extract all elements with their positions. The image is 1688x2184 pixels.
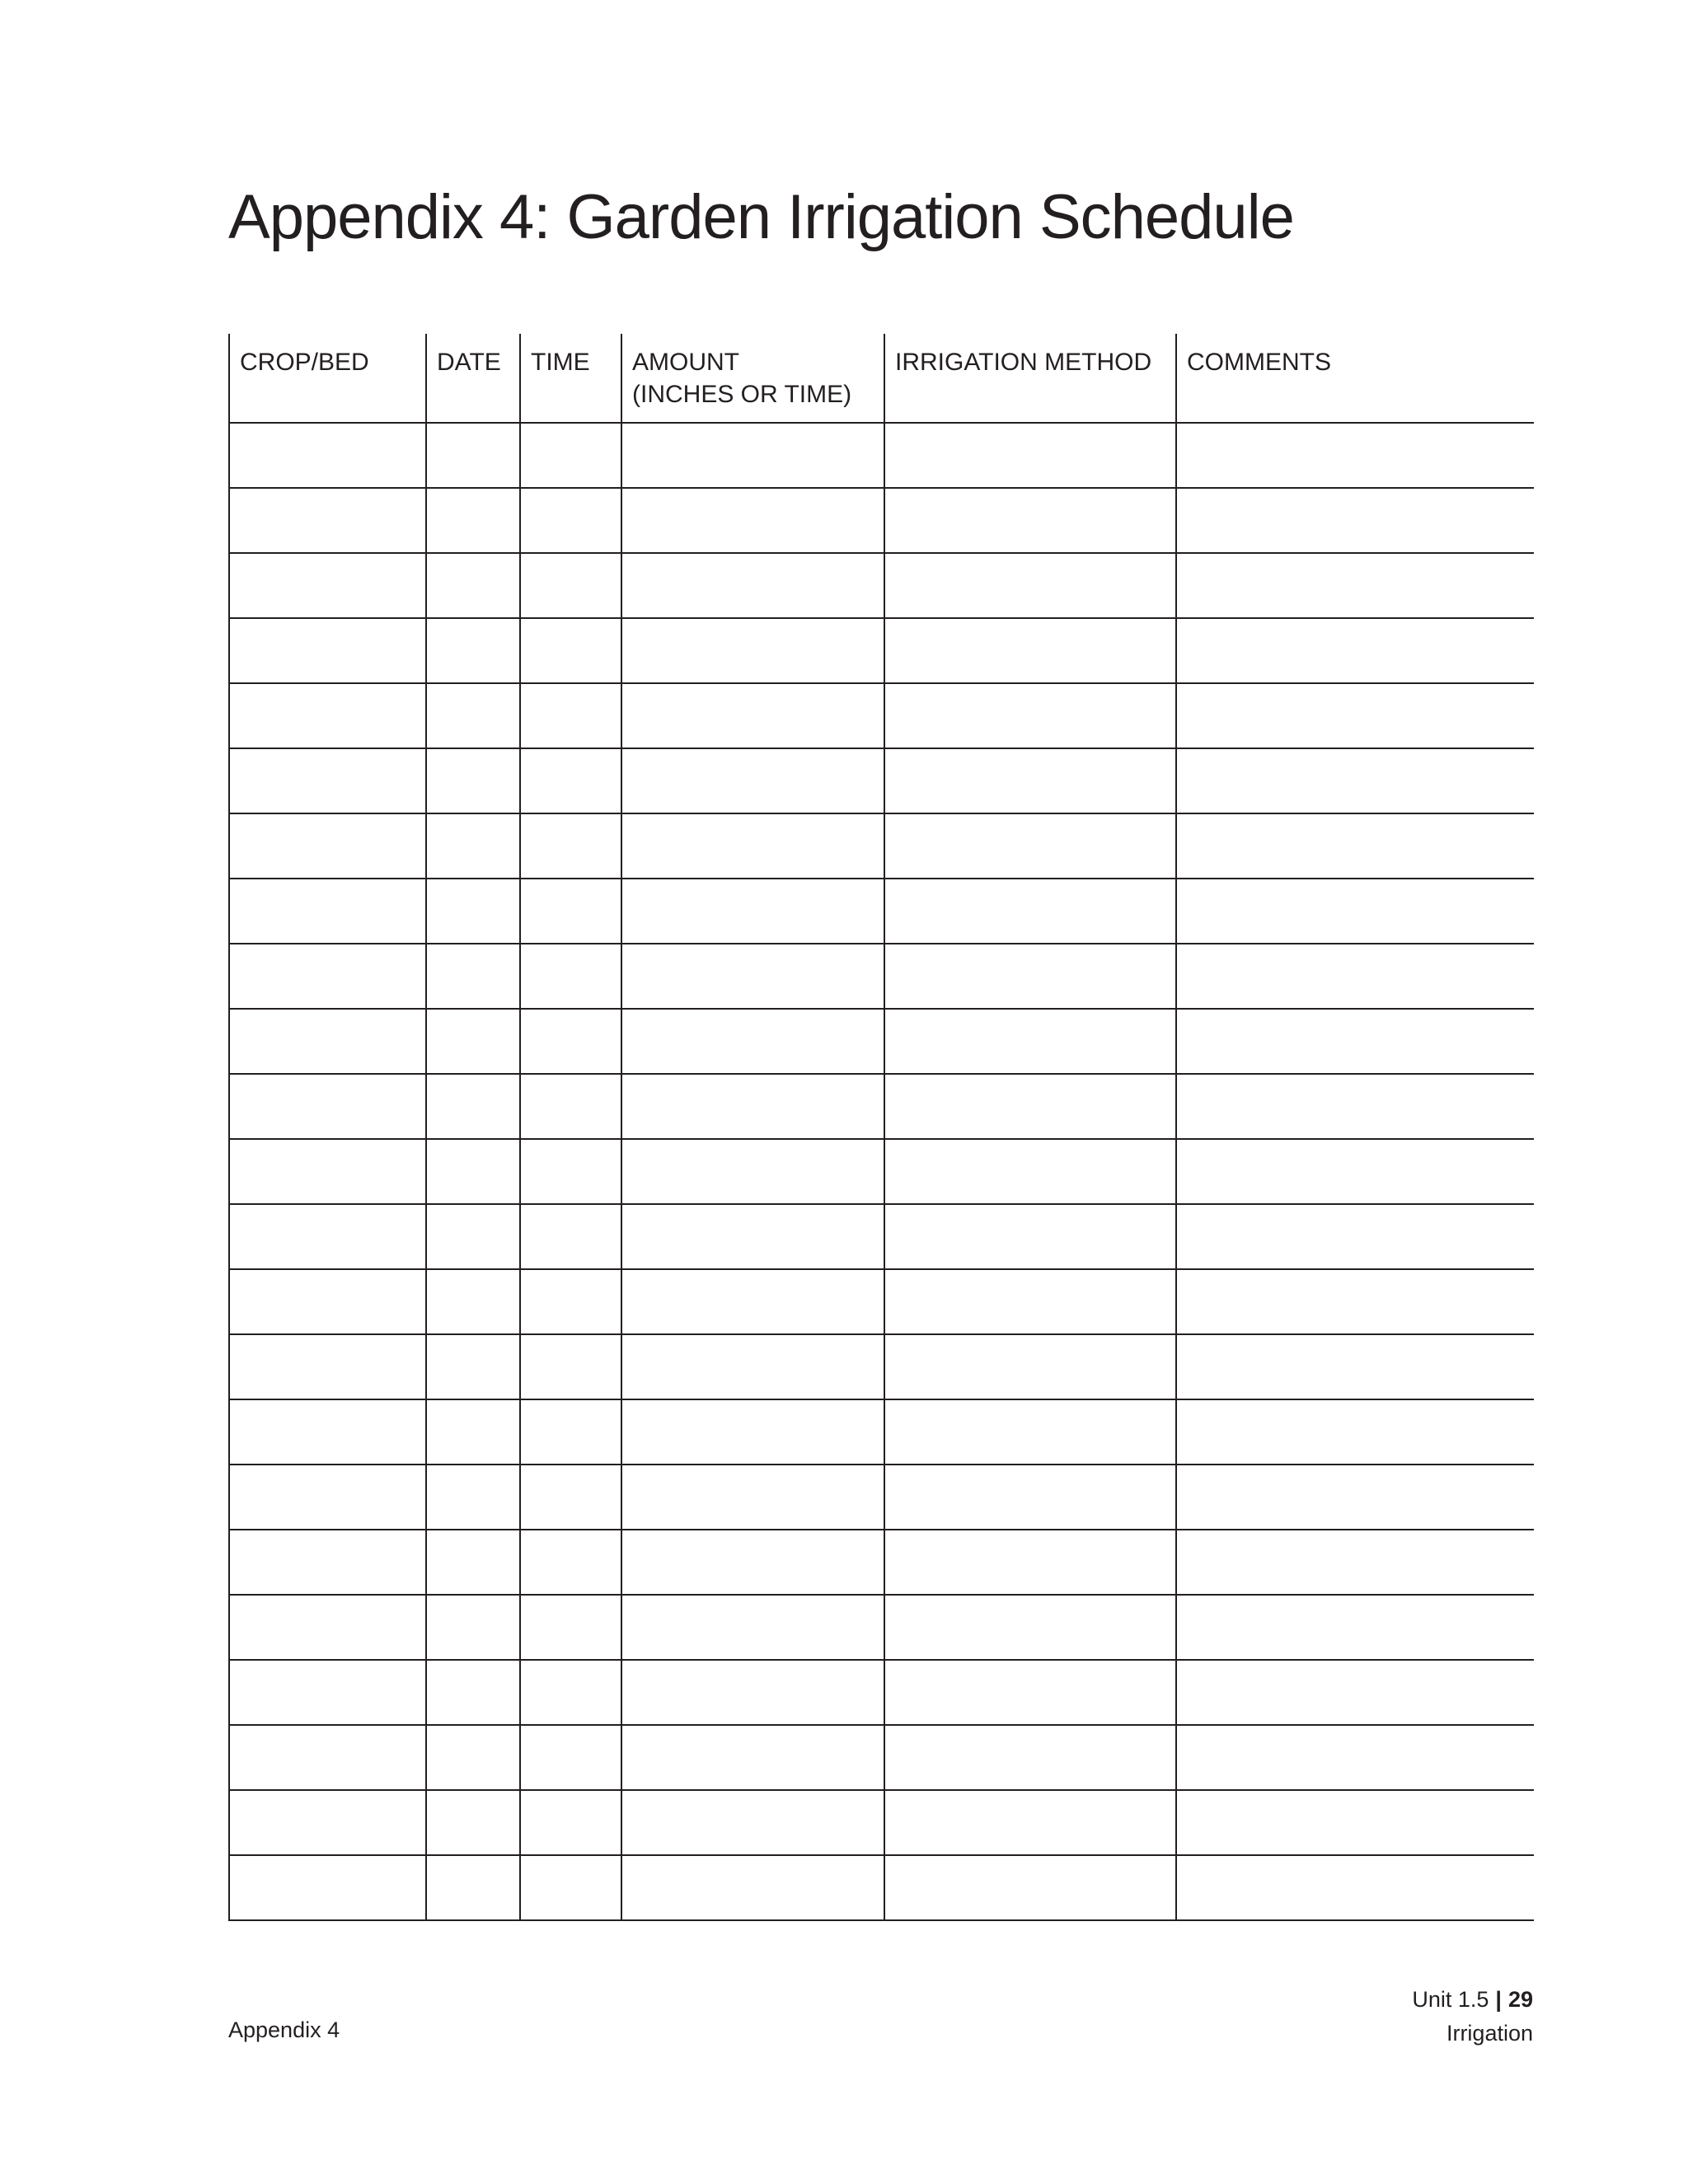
cell-crop-bed[interactable]: [229, 553, 426, 618]
cell-amount[interactable]: [621, 1595, 884, 1660]
table-row: [229, 813, 1534, 879]
header-date-label: DATE: [437, 349, 501, 376]
cell-comments[interactable]: [1176, 1660, 1534, 1725]
table-row: [229, 1595, 1534, 1660]
cell-crop-bed[interactable]: [229, 1855, 426, 1920]
table-row: [229, 1465, 1534, 1530]
cell-crop-bed[interactable]: [229, 944, 426, 1009]
cell-crop-bed[interactable]: [229, 1530, 426, 1595]
cell-date[interactable]: [426, 553, 520, 618]
cell-amount[interactable]: [621, 618, 884, 683]
page-number: 29: [1507, 1987, 1533, 2012]
header-irrigation-method: [884, 334, 1176, 423]
cell-crop-bed[interactable]: [229, 1204, 426, 1269]
cell-date[interactable]: [426, 879, 520, 944]
cell-date[interactable]: [426, 813, 520, 879]
cell-irrigation-method[interactable]: [884, 1204, 1176, 1269]
cell-date[interactable]: [426, 683, 520, 748]
cell-amount[interactable]: [621, 423, 884, 488]
table-row: [229, 1009, 1534, 1074]
cell-crop-bed[interactable]: [229, 1595, 426, 1660]
cell-amount[interactable]: [621, 944, 884, 1009]
cell-amount[interactable]: [621, 813, 884, 879]
footer-unit: Unit 1.5: [1412, 1987, 1489, 2012]
footer-section: Irrigation: [1446, 2021, 1533, 2046]
cell-irrigation-method[interactable]: [884, 1334, 1176, 1399]
cell-comments[interactable]: [1176, 423, 1534, 488]
cell-time[interactable]: [520, 488, 621, 553]
cell-date[interactable]: [426, 1855, 520, 1920]
table-row: [229, 1139, 1534, 1204]
cell-amount[interactable]: [621, 1465, 884, 1530]
cell-irrigation-method[interactable]: [884, 1725, 1176, 1790]
cell-crop-bed[interactable]: [229, 1399, 426, 1465]
cell-crop-bed[interactable]: [229, 1725, 426, 1790]
table-row: [229, 879, 1534, 944]
cell-irrigation-method[interactable]: [884, 1139, 1176, 1204]
cell-comments[interactable]: [1176, 1399, 1534, 1465]
cell-irrigation-method[interactable]: [884, 813, 1176, 879]
cell-crop-bed[interactable]: [229, 1074, 426, 1139]
cell-amount[interactable]: [621, 683, 884, 748]
cell-amount[interactable]: [621, 1074, 884, 1139]
cell-irrigation-method[interactable]: [884, 553, 1176, 618]
table-row: [229, 1725, 1534, 1790]
footer-unit-info: [1412, 1983, 1533, 2050]
cell-crop-bed[interactable]: [229, 748, 426, 813]
cell-amount[interactable]: [621, 748, 884, 813]
cell-irrigation-method[interactable]: [884, 618, 1176, 683]
cell-amount[interactable]: [621, 1725, 884, 1790]
cell-crop-bed[interactable]: [229, 683, 426, 748]
cell-time[interactable]: [520, 813, 621, 879]
footer-separator: |: [1495, 1987, 1502, 2012]
cell-crop-bed[interactable]: [229, 1009, 426, 1074]
table-row: [229, 1399, 1534, 1465]
cell-crop-bed[interactable]: [229, 1139, 426, 1204]
cell-date[interactable]: [426, 1465, 520, 1530]
cell-comments[interactable]: [1176, 944, 1534, 1009]
table-row: [229, 1204, 1534, 1269]
cell-time[interactable]: [520, 1725, 621, 1790]
cell-amount[interactable]: [621, 1660, 884, 1725]
cell-comments[interactable]: [1176, 879, 1534, 944]
cell-irrigation-method[interactable]: [884, 1074, 1176, 1139]
cell-time[interactable]: [520, 683, 621, 748]
cell-crop-bed[interactable]: [229, 813, 426, 879]
cell-amount[interactable]: [621, 1334, 884, 1399]
cell-time[interactable]: [520, 879, 621, 944]
cell-date[interactable]: [426, 1660, 520, 1725]
cell-crop-bed[interactable]: [229, 1269, 426, 1334]
table-row: [229, 1790, 1534, 1855]
header-amount: [621, 334, 884, 423]
cell-time[interactable]: [520, 944, 621, 1009]
table-row: [229, 1074, 1534, 1139]
cell-time[interactable]: [520, 1269, 621, 1334]
cell-amount[interactable]: [621, 488, 884, 553]
footer-unit-line: [1412, 1983, 1533, 2017]
cell-amount[interactable]: [621, 1139, 884, 1204]
header-irrigation-method-label: IRRIGATION METHOD: [895, 349, 1152, 376]
cell-comments[interactable]: [1176, 1269, 1534, 1334]
cell-date[interactable]: [426, 944, 520, 1009]
cell-comments[interactable]: [1176, 1855, 1534, 1920]
table-row: [229, 423, 1534, 488]
cell-comments[interactable]: [1176, 683, 1534, 748]
cell-time[interactable]: [520, 1139, 621, 1204]
cell-time[interactable]: [520, 1204, 621, 1269]
cell-amount[interactable]: [621, 1530, 884, 1595]
cell-date[interactable]: [426, 1725, 520, 1790]
cell-time[interactable]: [520, 1790, 621, 1855]
page-title: Appendix 4: Garden Irrigation Schedule: [228, 182, 1294, 252]
cell-date[interactable]: [426, 1334, 520, 1399]
cell-comments[interactable]: [1176, 1334, 1534, 1399]
cell-time[interactable]: [520, 423, 621, 488]
cell-date[interactable]: [426, 1204, 520, 1269]
cell-time[interactable]: [520, 1660, 621, 1725]
cell-date[interactable]: [426, 1399, 520, 1465]
cell-time[interactable]: [520, 1074, 621, 1139]
table-row: [229, 1530, 1534, 1595]
cell-date[interactable]: [426, 1530, 520, 1595]
cell-crop-bed[interactable]: [229, 1790, 426, 1855]
cell-time[interactable]: [520, 748, 621, 813]
table-row: [229, 1855, 1534, 1920]
cell-time[interactable]: [520, 1530, 621, 1595]
cell-comments[interactable]: [1176, 813, 1534, 879]
cell-time[interactable]: [520, 1334, 621, 1399]
cell-date[interactable]: [426, 1139, 520, 1204]
header-time: [520, 334, 621, 423]
cell-date[interactable]: [426, 423, 520, 488]
cell-time[interactable]: [520, 553, 621, 618]
cell-irrigation-method[interactable]: [884, 423, 1176, 488]
cell-irrigation-method[interactable]: [884, 683, 1176, 748]
cell-comments[interactable]: [1176, 1009, 1534, 1074]
cell-comments[interactable]: [1176, 1204, 1534, 1269]
cell-amount[interactable]: [621, 1855, 884, 1920]
header-date: [426, 334, 520, 423]
cell-irrigation-method[interactable]: [884, 1790, 1176, 1855]
cell-irrigation-method[interactable]: [884, 1660, 1176, 1725]
cell-comments[interactable]: [1176, 1465, 1534, 1530]
table-row: [229, 488, 1534, 553]
cell-crop-bed[interactable]: [229, 488, 426, 553]
cell-amount[interactable]: [621, 1399, 884, 1465]
table-row: [229, 1334, 1534, 1399]
cell-irrigation-method[interactable]: [884, 944, 1176, 1009]
header-comments-label: COMMENTS: [1187, 349, 1331, 376]
cell-comments[interactable]: [1176, 748, 1534, 813]
table-body: [229, 423, 1534, 1920]
cell-time[interactable]: [520, 1009, 621, 1074]
cell-amount[interactable]: [621, 879, 884, 944]
cell-irrigation-method[interactable]: [884, 1595, 1176, 1660]
cell-irrigation-method[interactable]: [884, 1399, 1176, 1465]
table-header-row: [229, 334, 1534, 423]
table-row: [229, 1269, 1534, 1334]
cell-comments[interactable]: [1176, 553, 1534, 618]
header-comments: [1176, 334, 1534, 423]
cell-date[interactable]: [426, 1009, 520, 1074]
cell-crop-bed[interactable]: [229, 1334, 426, 1399]
cell-date[interactable]: [426, 1074, 520, 1139]
cell-irrigation-method[interactable]: [884, 1855, 1176, 1920]
table-row: [229, 683, 1534, 748]
cell-amount[interactable]: [621, 553, 884, 618]
cell-comments[interactable]: [1176, 1725, 1534, 1790]
table-row: [229, 748, 1534, 813]
cell-irrigation-method[interactable]: [884, 1530, 1176, 1595]
cell-comments[interactable]: [1176, 1595, 1534, 1660]
cell-comments[interactable]: [1176, 618, 1534, 683]
header-amount-label: AMOUNT: [632, 349, 739, 376]
table-row: [229, 1660, 1534, 1725]
table-row: [229, 618, 1534, 683]
cell-amount[interactable]: [621, 1269, 884, 1334]
cell-irrigation-method[interactable]: [884, 748, 1176, 813]
cell-date[interactable]: [426, 488, 520, 553]
cell-amount[interactable]: [621, 1009, 884, 1074]
header-crop-bed-label: CROP/BED: [240, 349, 369, 376]
cell-amount[interactable]: [621, 1790, 884, 1855]
table-row: [229, 944, 1534, 1009]
header-time-label: TIME: [531, 349, 590, 376]
cell-comments[interactable]: [1176, 488, 1534, 553]
cell-comments[interactable]: [1176, 1074, 1534, 1139]
cell-date[interactable]: [426, 618, 520, 683]
cell-time[interactable]: [520, 1855, 621, 1920]
cell-irrigation-method[interactable]: [884, 879, 1176, 944]
cell-crop-bed[interactable]: [229, 618, 426, 683]
cell-comments[interactable]: [1176, 1790, 1534, 1855]
cell-amount[interactable]: [621, 1204, 884, 1269]
cell-crop-bed[interactable]: [229, 879, 426, 944]
cell-irrigation-method[interactable]: [884, 1269, 1176, 1334]
footer-appendix-label: Appendix 4: [228, 2018, 340, 2042]
cell-date[interactable]: [426, 1595, 520, 1660]
header-amount-sublabel: (INCHES OR TIME): [632, 381, 852, 408]
irrigation-schedule-table: [228, 334, 1534, 1921]
header-crop-bed: [229, 334, 426, 423]
cell-comments[interactable]: [1176, 1530, 1534, 1595]
cell-irrigation-method[interactable]: [884, 1009, 1176, 1074]
cell-irrigation-method[interactable]: [884, 488, 1176, 553]
cell-comments[interactable]: [1176, 1139, 1534, 1204]
cell-date[interactable]: [426, 748, 520, 813]
cell-time[interactable]: [520, 618, 621, 683]
cell-irrigation-method[interactable]: [884, 1465, 1176, 1530]
cell-time[interactable]: [520, 1399, 621, 1465]
cell-time[interactable]: [520, 1595, 621, 1660]
cell-crop-bed[interactable]: [229, 423, 426, 488]
cell-time[interactable]: [520, 1465, 621, 1530]
cell-date[interactable]: [426, 1790, 520, 1855]
cell-crop-bed[interactable]: [229, 1660, 426, 1725]
table-row: [229, 553, 1534, 618]
cell-crop-bed[interactable]: [229, 1465, 426, 1530]
cell-date[interactable]: [426, 1269, 520, 1334]
